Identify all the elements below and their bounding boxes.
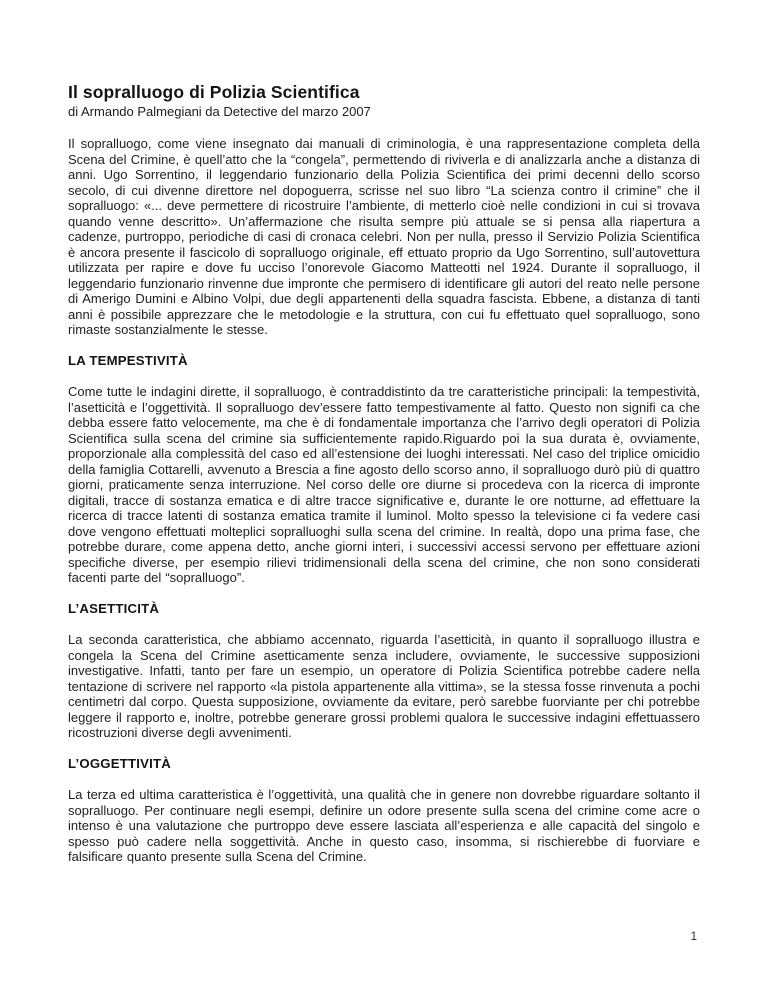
intro-paragraph: Il sopralluogo, come viene insegnato dai manuali di criminologia, è una rappresentazione completa della Scena del Crimine, è quell’atto che la “congela”, permettendo di riviverla e di analizzarla anche a distanza di anni. Ugo Sorrentino, il leggendario funzionario della Polizia Scientifica dei primi decenni dello scorso secolo, di cui divenne direttore nel dopoguerra, scrisse nel suo libro “La scienza contro il crimine” che il sopralluogo: «... deve permettere di ricostruire l’ambiente, di metterlo cioè nelle condizioni in cui si trovava quando venne descritto». Un’affermazione che risulta sempre più attuale se si pensa alla riapertura a cadenze, purtroppo, periodiche di casi di cronaca celebri. Non per nulla, presso il Servizio Polizia Scientifica è ancora presente il fascicolo di sopralluogo originale, eff ettuato proprio da Ugo Sorrentino, sull’autovettura utilizzata per rapire e dove fu ucciso l’onorevole Giacomo Matteotti nel 1924. Durante il sopralluogo, il leggendario funzionario rinvenne due impronte che permisero di identificare gli autori del reato nelle persone di Amerigo Dumini e Albino Volpi, due degli appartenenti della squadra fascista. Ebbene, a distanza di tanti anni è possibile apprezzare che le metodologie e la struttura, con cui fu effettuato quel sopralluogo, sono rimaste sostanzialmente le stesse. (68, 136, 700, 337)
section-heading-tempestivita: LA TEMPESTIVITÀ (68, 353, 188, 368)
page-title: Il sopralluogo di Polizia Scientifica (68, 82, 360, 102)
page-number: 1 (690, 931, 697, 943)
section-paragraph-tempestivita: Come tutte le indagini dirette, il sopralluogo, è contraddistinto da tre caratteristiche principali: la tempestività, l’asetticità e l’oggettività. Il sopralluogo dev’essere fatto tempestivamente al fatto. Questo non signifi ca che debba essere fatto velocemente, ma che è di fondamentale importanza che l’arrivo degli operatori di Polizia Scientifica sulla scena del crimine sia sufficientemente rapido.Riguardo poi la sua durata è, ovviamente, proporzionale alla complessità del caso ed all’estensione dei luoghi interessati. Nel caso del triplice omicidio della famiglia Cottarelli, avvenuto a Brescia a fine agosto dello scorso anno, il sopralluogo durò più di quattro giorni, praticamente senza interruzione. Nel corso delle ore diurne si procedeva con la ricerca di impronte digitali, tracce di sostanza ematica e di altre tracce significative e, durante le ore notturne, ad effettuare la ricerca di tracce latenti di sostanza ematica tramite il luminol. Molto spesso la televisione ci fa vedere casi dove vengono effettuati molteplici sopralluoghi sulla scena del crimine. In realtà, dopo una prima fase, che potrebbe durare, come appena detto, anche giorni interi, i successivi accessi servono per effettuare azioni specifiche diverse, per esempio rilievi tridimensionali della scena del crimine, che non sono considerati facenti parte del “sopralluogo”. (68, 384, 700, 585)
document-body (68, 136, 700, 865)
section-heading-asetticita: L’ASETTICITÀ (68, 601, 160, 616)
section-paragraph-oggettivita: La terza ed ultima caratteristica è l’oggettività, una qualità che in genere non dovrebbe riguardare soltanto il sopralluogo. Per continuare negli esempi, definire un odore presente sulla scena del crimine come acre o intenso è una valutazione che purtroppo deve essere lasciata all’esperienza e alle capacità del singolo e spesso può cadere nella soggettività. Anche in questo caso, insomma, si rischierebbe di fuorviare e falsificare quanto presente sulla Scena del Crimine. (68, 787, 700, 864)
section-paragraph-asetticita: La seconda caratteristica, che abbiamo accennato, riguarda l’asetticità, in quanto il sopralluogo illustra e congela la Scena del Crimine asetticamente senza includere, ovviamente, le successive supposizioni investigative. Infatti, tanto per fare un esempio, un operatore di Polizia Scientifica potrebbe cadere nella tentazione di scrivere nel rapporto «la pistola appartenente alla vittima», se la stessa fosse rinvenuta a pochi centimetri dal corpo. Questa supposizione, ovviamente da evitare, però sarebbe fuorviante per chi potrebbe leggere il rapporto e, inoltre, potrebbe generare grossi problemi qualora le successive indagini effettuassero ricostruzioni diverse degli avvenimenti. (68, 632, 700, 740)
section-heading-oggettivita: L’OGGETTIVITÀ (68, 756, 171, 771)
byline: di Armando Palmegiani da Detective del marzo 2007 (68, 104, 371, 119)
